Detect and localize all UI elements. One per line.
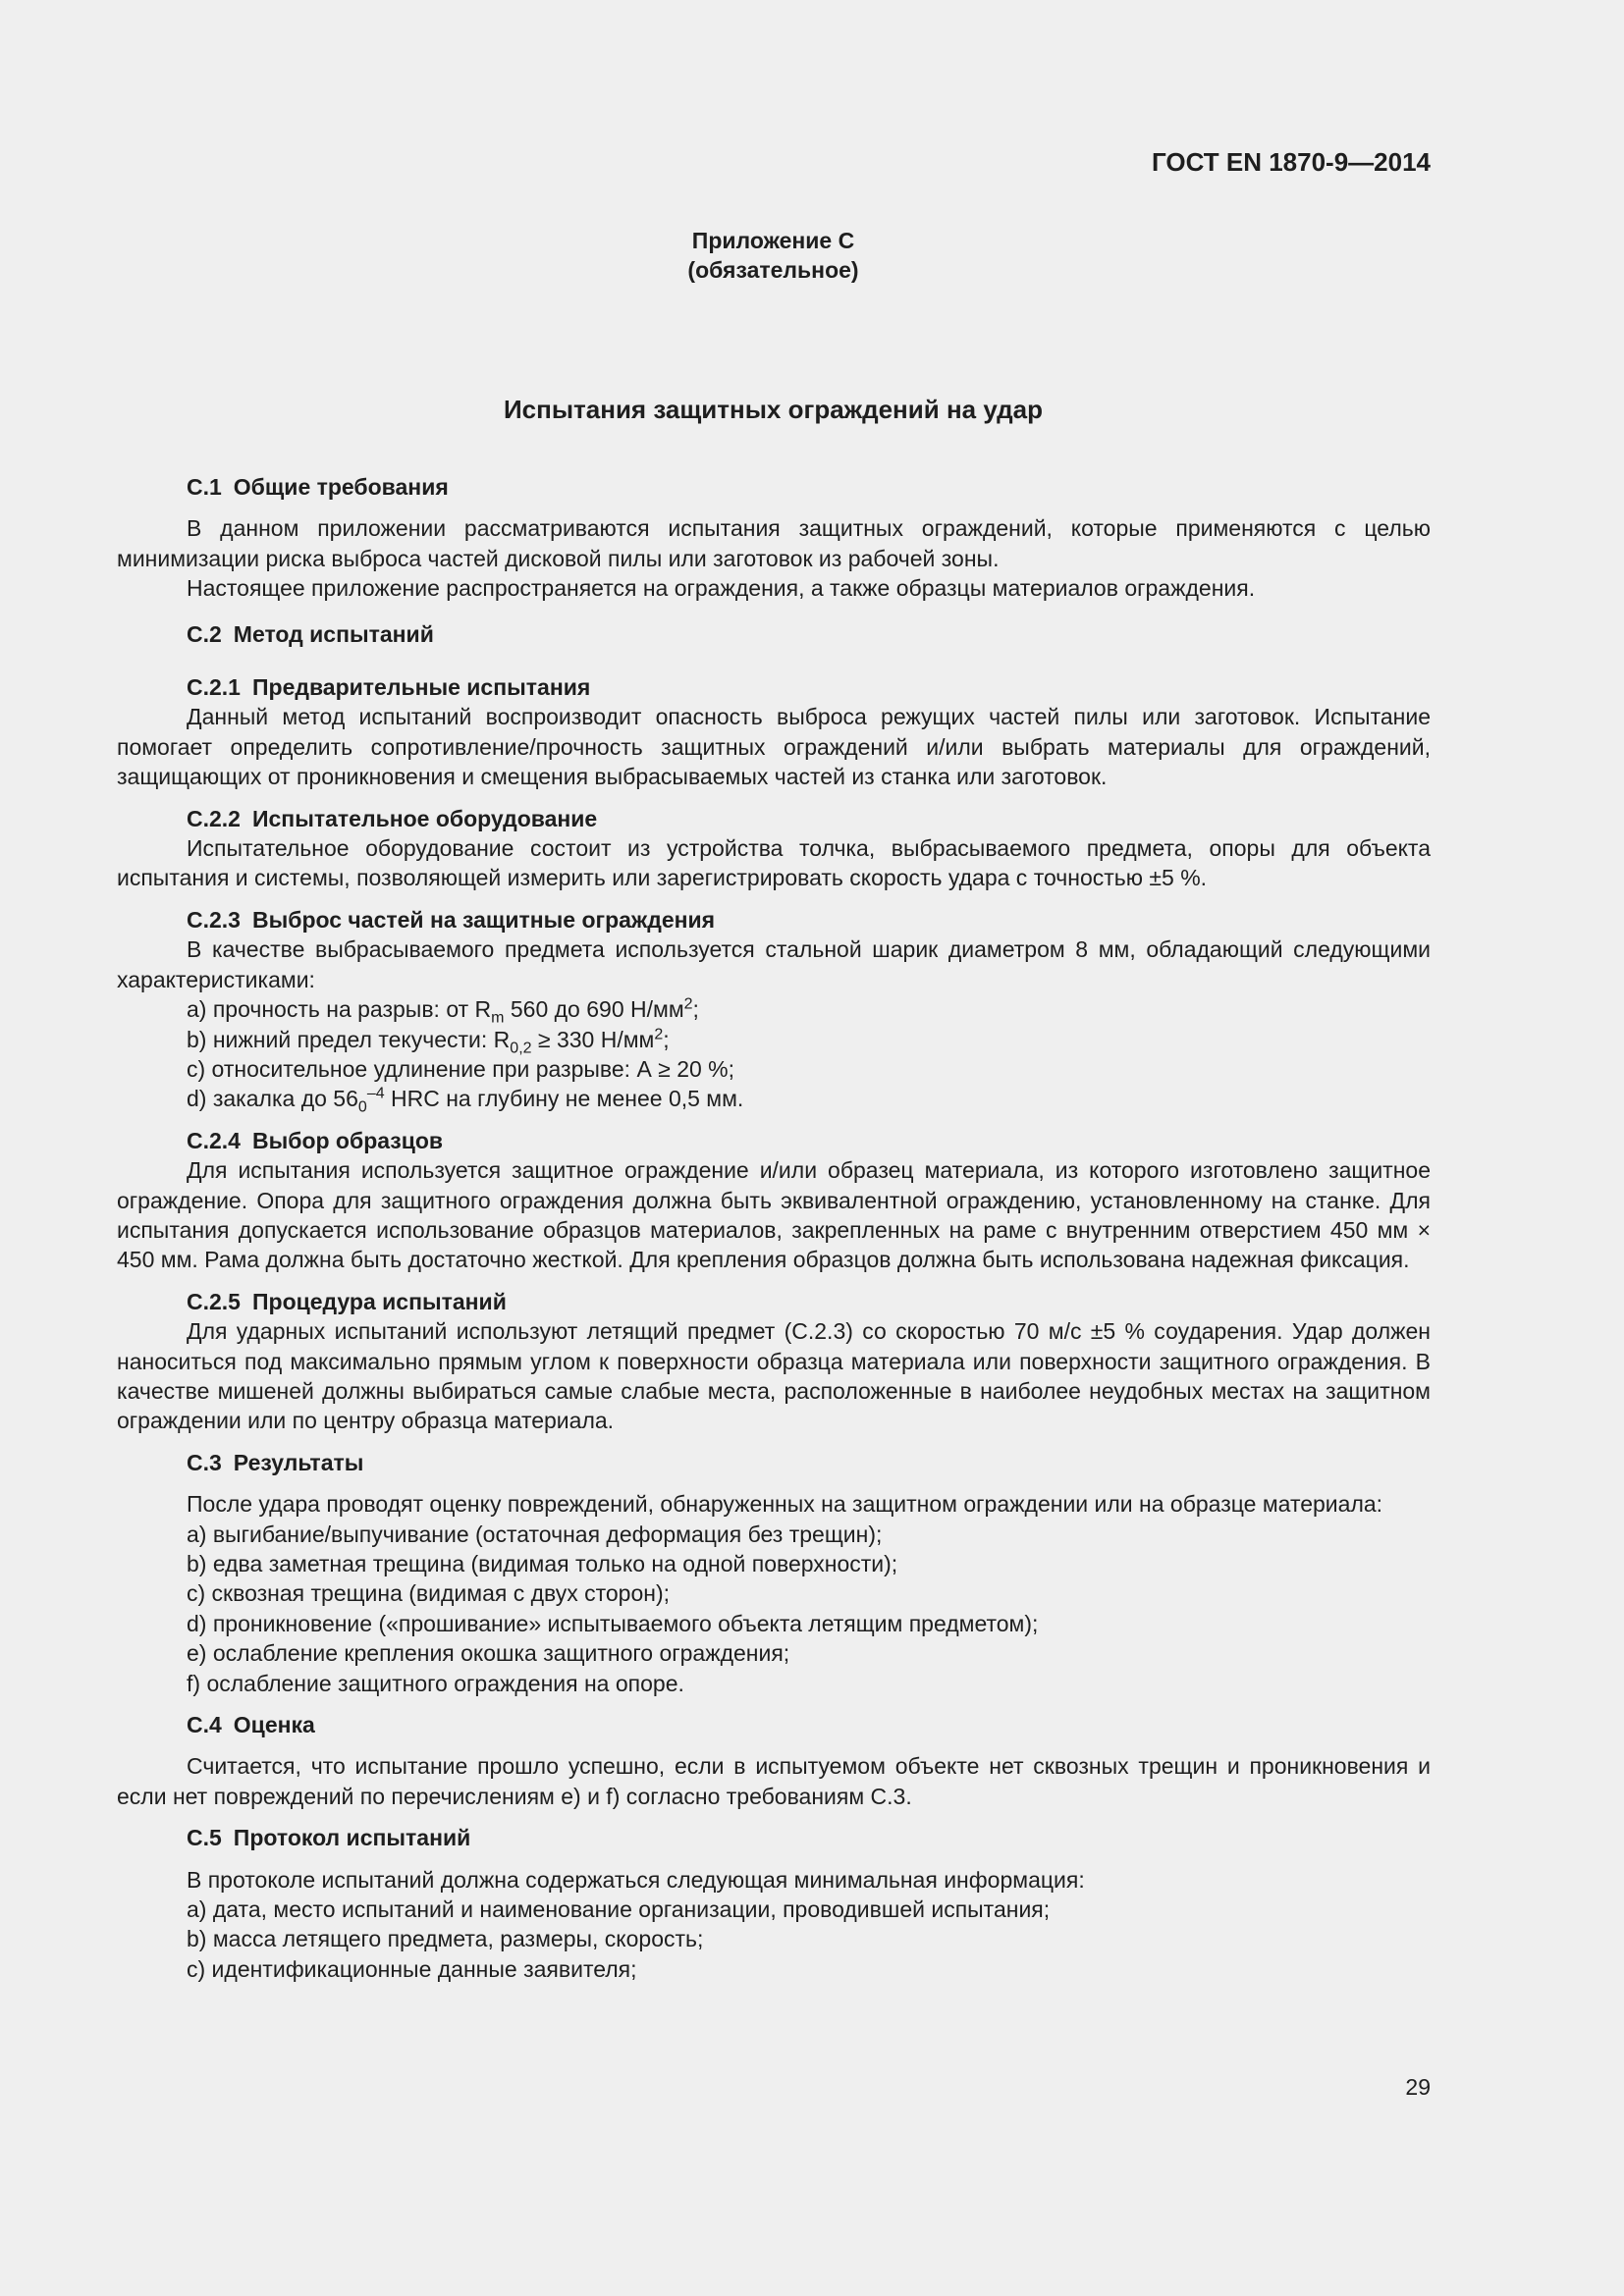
section-heading-c3 xyxy=(117,1448,1431,1477)
section-title: Испытательное оборудование xyxy=(251,805,598,831)
list-item: f) ослабление защитного ограждения на опоре. xyxy=(187,1670,684,1696)
page-title: Испытания защитных ограждений на удар xyxy=(503,395,1043,424)
list-item: b) едва заметная трещина (видимая только на одной поверхности); xyxy=(187,1551,898,1576)
list-item: с) идентификационные данные заявителя; xyxy=(187,1955,637,1982)
section-number: С.2 xyxy=(187,620,222,647)
list-item: b) масса летящего предмета, размеры, скорость; xyxy=(187,1926,704,1952)
list-item-text: HRC на глубину не менее 0,5 мм. xyxy=(384,1086,744,1112)
paragraph: Испытательное оборудование состоит из устройства толчка, выбрасываемого предмета, опоры для объекта испытания и системы, позволяющей измерить или зарегистрировать скорость удара с точностью ±5 %. xyxy=(117,835,1431,891)
list-item-text: ; xyxy=(692,996,699,1023)
subscript: 0 xyxy=(357,1098,367,1116)
section-heading-c24 xyxy=(117,1126,1431,1155)
section-number: С.2.4 xyxy=(187,1127,241,1153)
paragraph: Для ударных испытаний используют летящий предмет (С.2.3) со скоростью 70 м/с ±5 % соударения. Удар должен наноситься под максимально прямым углом к поверхности образца материала или поверхности защитного ограждения. В качестве мишеней должны выбираться самые слабые места, расположенные в наиболее неудобных местах на защитном ограждении или по центру образца материала. xyxy=(117,1318,1431,1434)
section-number: С.4 xyxy=(187,1712,222,1738)
document-body xyxy=(117,472,1431,1984)
list-item: с) сквозная трещина (видимая с двух сторон); xyxy=(187,1580,671,1607)
section-heading-c21 xyxy=(117,672,1431,702)
section-title: Выброс частей на защитные ограждения xyxy=(251,906,716,933)
section-heading-c4 xyxy=(117,1710,1431,1739)
list-item: а) выгибание/выпучивание (остаточная деформация без трещин); xyxy=(187,1521,883,1547)
section-number: С.2.1 xyxy=(187,674,241,701)
subscript: m xyxy=(491,1009,505,1027)
superscript: 2 xyxy=(683,995,693,1013)
list-item-text: d) закалка до 56 xyxy=(187,1086,358,1112)
section-number: С.3 xyxy=(187,1449,222,1475)
paragraph: В протоколе испытаний должна содержаться следующая минимальная информация: xyxy=(187,1866,1085,1893)
paragraph: Данный метод испытаний воспроизводит опасность выброса режущих частей пилы или заготовок. Испытание помогает определить сопротивление/прочность защитных ограждений и/или выбрать материалы для ограждений, защищающих от проникновения и смещения выбрасываемых частей из станка или заготовок. xyxy=(117,704,1431,790)
section-number: С.5 xyxy=(187,1825,222,1851)
section-number: С.1 xyxy=(187,474,222,500)
section-heading-c5 xyxy=(117,1823,1431,1852)
paragraph: После удара проводят оценку повреждений, обнаруженных на защитном ограждении или на образце материала: xyxy=(187,1491,1383,1518)
subscript: 0,2 xyxy=(510,1040,532,1057)
section-title: Метод испытаний xyxy=(233,620,434,647)
list-item-text: ; xyxy=(663,1026,670,1052)
section-number: С.2.5 xyxy=(187,1288,241,1314)
superscript: –4 xyxy=(366,1085,385,1102)
list-item: d) проникновение («прошивание» испытываемого объекта летящим предметом); xyxy=(187,1610,1039,1636)
list-item: а) дата, место испытаний и наименование организации, проводившей испытания; xyxy=(187,1896,1051,1923)
section-title: Предварительные испытания xyxy=(251,674,591,701)
section-heading-c25 xyxy=(117,1287,1431,1316)
section-title: Общие требования xyxy=(233,474,449,500)
section-heading-c1 xyxy=(117,472,1431,502)
section-title: Результаты xyxy=(233,1449,364,1475)
list-item xyxy=(117,1084,1431,1116)
section-heading-c22 xyxy=(117,804,1431,833)
list-item xyxy=(117,994,1431,1027)
paragraph: В качестве выбрасываемого предмета используется стальной шарик диаметром 8 мм, обладающий следующими характеристиками: xyxy=(117,936,1431,992)
section-title: Выбор образцов xyxy=(251,1127,444,1153)
section-title: Процедура испытаний xyxy=(251,1288,507,1314)
annex-title: Приложение С xyxy=(691,228,855,253)
section-number: С.2.3 xyxy=(187,906,241,933)
list-item: с) относительное удлинение при разрыве: А ≥ 20 %; xyxy=(187,1055,735,1082)
section-heading-c23 xyxy=(117,905,1431,934)
list-item xyxy=(117,1025,1431,1057)
paragraph: Настоящее приложение распространяется на ограждения, а также образцы материалов ограждения. xyxy=(187,575,1256,602)
list-item-text: b) нижний предел текучести: R xyxy=(187,1026,511,1052)
standard-designation: ГОСТ EN 1870-9—2014 xyxy=(1152,147,1431,177)
list-item-text: ≥ 330 Н/мм xyxy=(531,1026,655,1052)
section-title: Оценка xyxy=(233,1712,315,1738)
paragraph: В данном приложении рассматриваются испытания защитных ограждений, которые применяются с целью минимизации риска выброса частей дисковой пилы или заготовок из рабочей зоны. xyxy=(117,515,1431,571)
superscript: 2 xyxy=(654,1025,664,1042)
list-item-text: 560 до 690 Н/мм xyxy=(504,996,684,1023)
paragraph: Для испытания используется защитное ограждение и/или образец материала, из которого изготовлено защитное ограждение. Опора для защитного ограждения должна быть эквивалентной ограждению, установленному на станке. Для испытания допускается использование образцов материалов, закрепленных на раме с внутренним отверстием 450 мм × 450 мм. Рама должна быть достаточно жесткой. Для крепления образцов должна быть использована надежная фиксация. xyxy=(117,1157,1431,1273)
list-item-text: а) прочность на разрыв: от R xyxy=(187,996,492,1023)
section-number: С.2.2 xyxy=(187,805,241,831)
section-title: Протокол испытаний xyxy=(233,1825,471,1851)
annex-status: (обязательное) xyxy=(687,257,859,283)
paragraph: Считается, что испытание прошло успешно, если в испытуемом объекте нет сквозных трещин и проникновения и если нет повреждений по перечислениям е) и f) согласно требованиям С.3. xyxy=(117,1753,1431,1809)
list-item: е) ослабление крепления окошка защитного ограждения; xyxy=(187,1640,790,1667)
section-heading-c2 xyxy=(117,619,1431,649)
annex-heading xyxy=(0,226,1546,285)
page-number: 29 xyxy=(1405,2074,1431,2100)
